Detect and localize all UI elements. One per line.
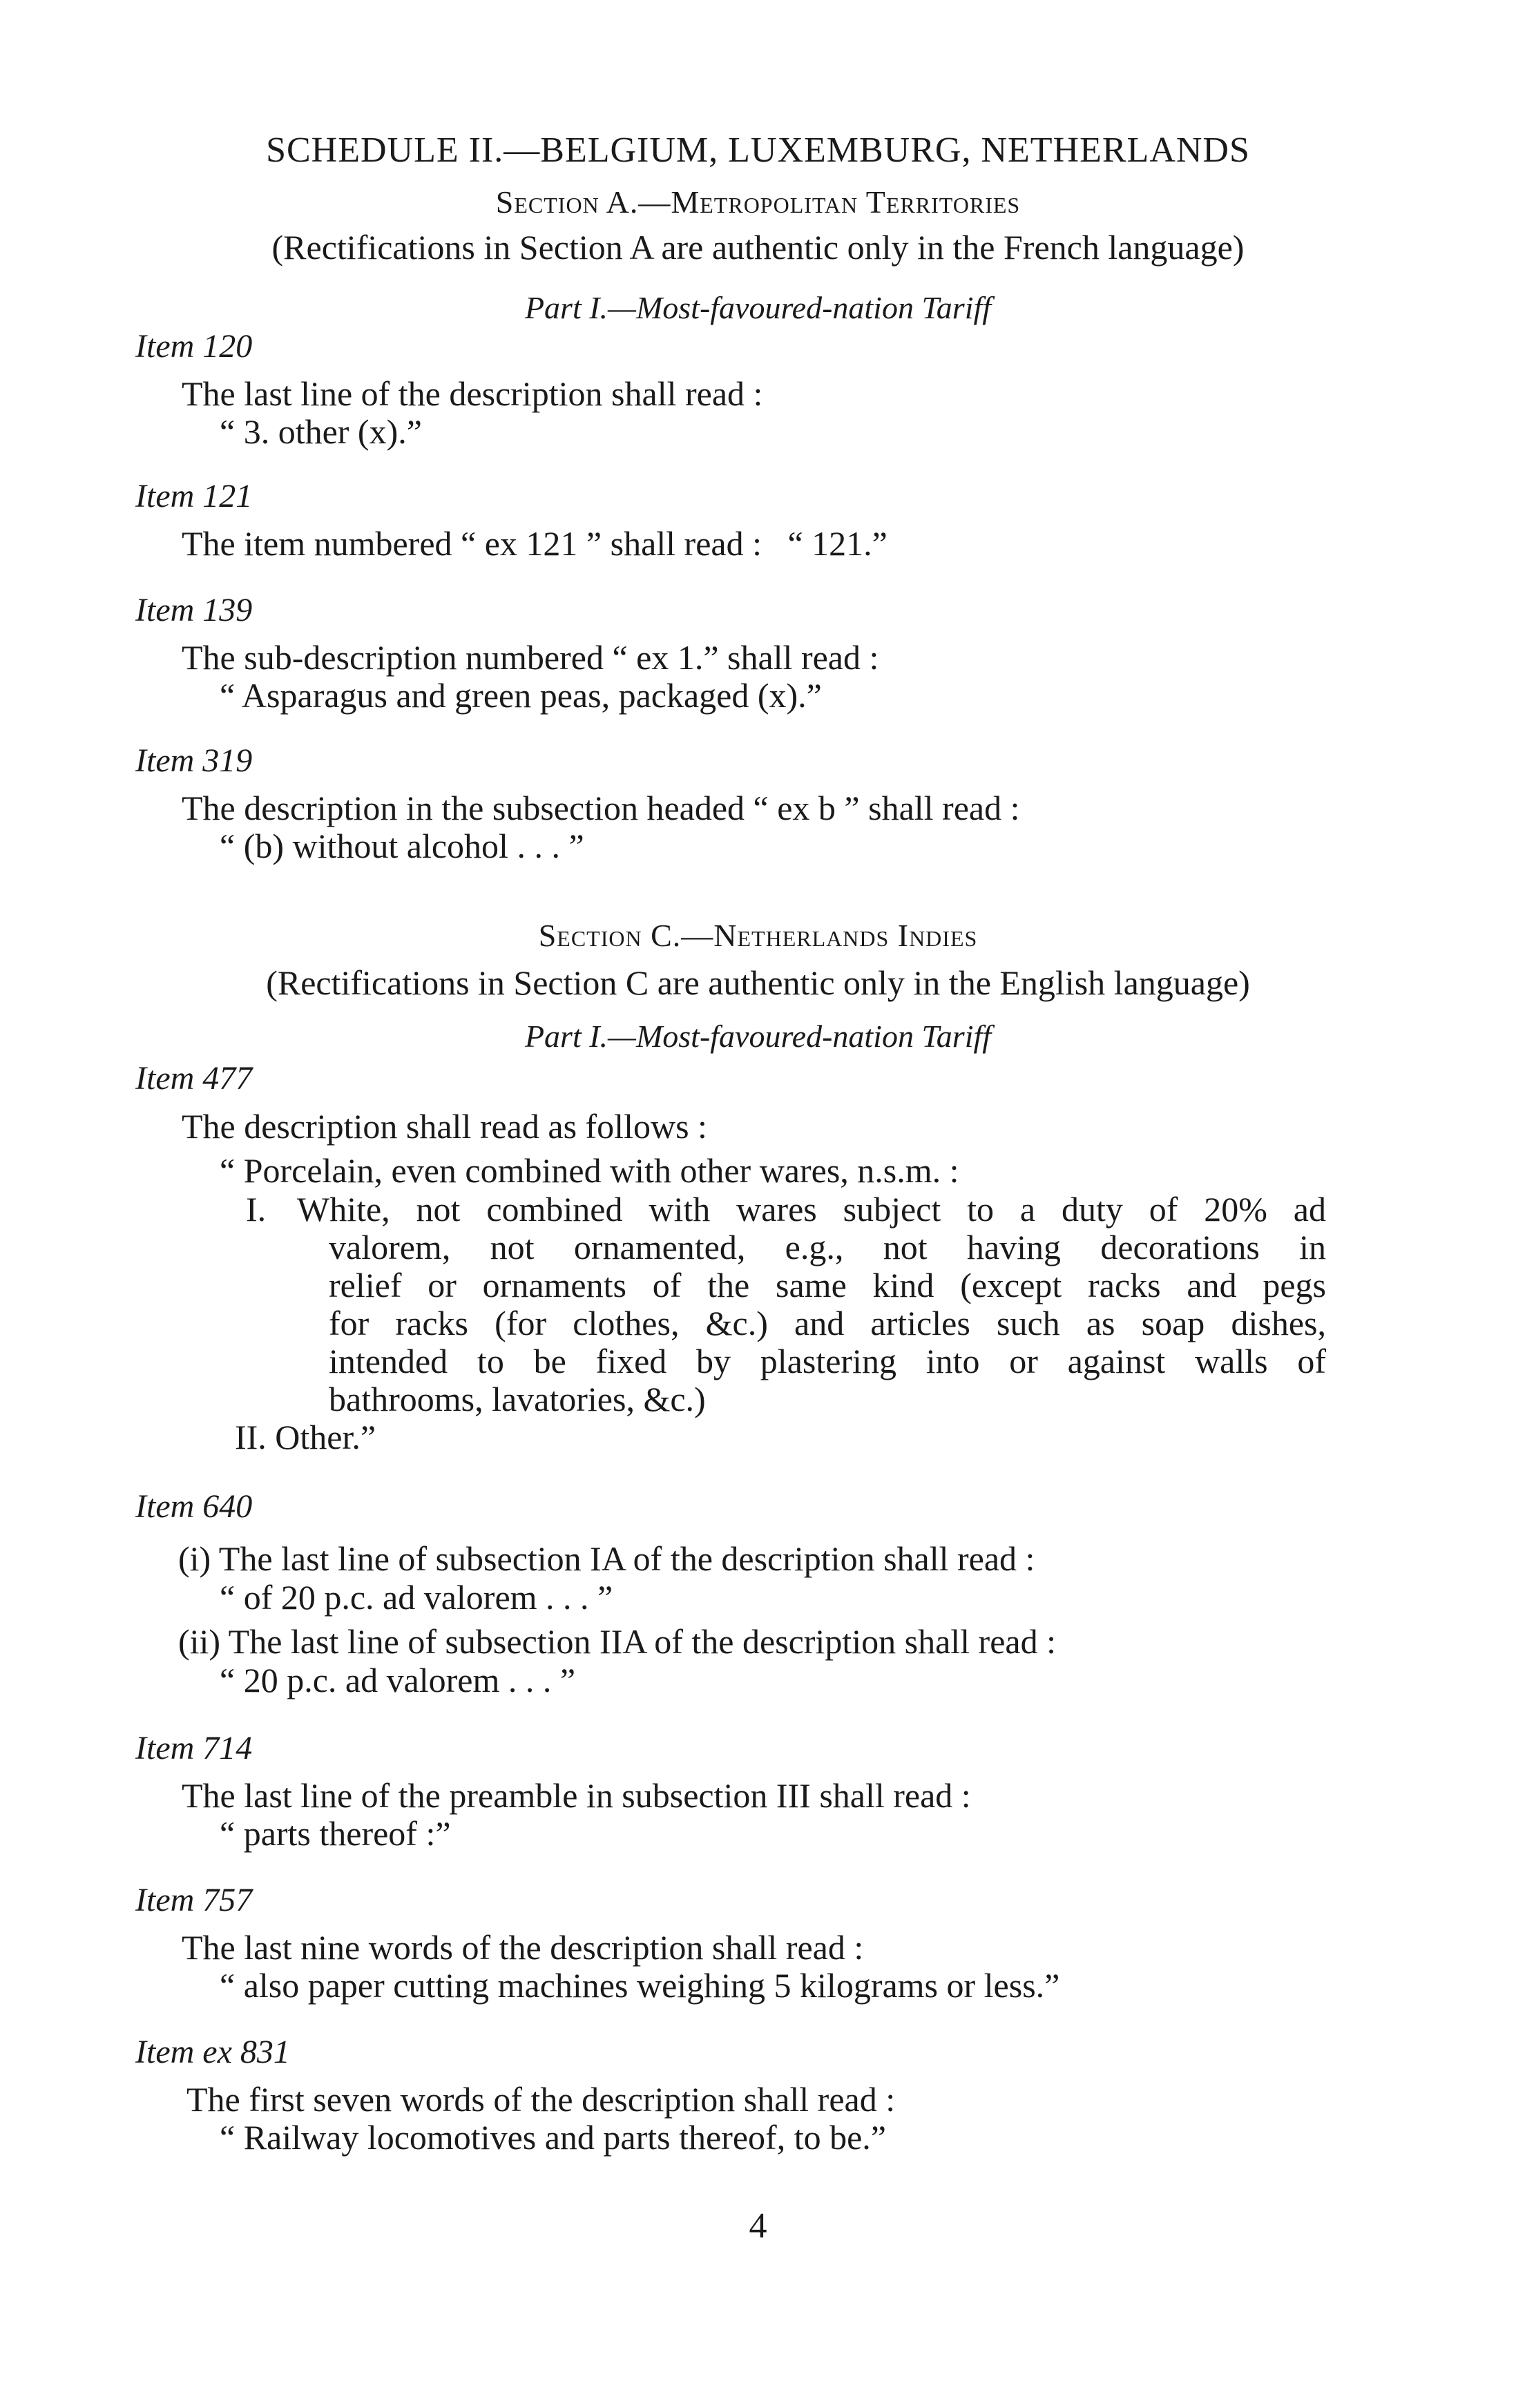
page-number: 4 bbox=[749, 2206, 767, 2246]
section-a-part-heading: Part I.—Most-favoured-nation Tariff bbox=[524, 290, 992, 325]
item-label: Item 757 bbox=[135, 1882, 253, 1918]
subitem-text-line: relief or ornaments of the same kind (except racks and pegs bbox=[329, 1266, 1326, 1304]
item-label: Item 714 bbox=[135, 1730, 253, 1766]
subitem-text-line: valorem, not ornamented, e.g., not having decorations in bbox=[329, 1228, 1326, 1266]
item-text: The last line of the description shall read : bbox=[182, 374, 763, 413]
item-text: The last nine words of the description shall read : bbox=[182, 1928, 864, 1967]
subitem-text-line: intended to be fixed by plastering into or against walls of bbox=[329, 1342, 1326, 1380]
item-text: (ii) The last line of subsection IIA of the description shall read : bbox=[178, 1622, 1056, 1661]
item-quote: “ parts thereof :” bbox=[220, 1814, 451, 1853]
item-label: Item 121 bbox=[135, 478, 253, 514]
item-label: Item ex 831 bbox=[135, 2034, 290, 2070]
item-label: Item 319 bbox=[135, 742, 253, 779]
section-a-heading: Section A.—Metropolitan Territories bbox=[495, 184, 1021, 220]
item-text: The description in the subsection headed “ ex b ” shall read : bbox=[182, 789, 1020, 827]
item-label: Item 640 bbox=[135, 1488, 253, 1525]
item-text: (i) The last line of subsection IA of the description shall read : bbox=[178, 1539, 1035, 1578]
item-quote: “ also paper cutting machines weighing 5 kilograms or less.” bbox=[220, 1966, 1060, 2005]
item-quote: “ Asparagus and green peas, packaged (x).” bbox=[220, 676, 822, 715]
item-text: The last line of the preamble in subsection III shall read : bbox=[182, 1776, 971, 1815]
item-label: Item 477 bbox=[135, 1060, 253, 1097]
item-text: The item numbered “ ex 121 ” shall read : “ 121.” bbox=[182, 524, 887, 563]
item-quote: “ 3. other (x).” bbox=[220, 412, 422, 451]
item-label: Item 139 bbox=[135, 592, 253, 628]
item-quote: “ Railway locomotives and parts thereof, to be.” bbox=[220, 2118, 886, 2157]
item-text: The first seven words of the description shall read : bbox=[186, 2080, 896, 2119]
section-c-part-heading: Part I.—Most-favoured-nation Tariff bbox=[524, 1019, 992, 1054]
item-quote: “ 20 p.c. ad valorem . . . ” bbox=[220, 1661, 576, 1699]
item-quote: “ Porcelain, even combined with other wares, n.s.m. : bbox=[220, 1151, 959, 1190]
subitem-text-line: for racks (for clothes, &c.) and articles such as soap dishes, bbox=[329, 1304, 1326, 1342]
section-a-note: (Rectifications in Section A are authentic only in the French language) bbox=[271, 228, 1245, 267]
subitem-number: I. bbox=[246, 1190, 267, 1229]
subitem-text-line: White, not combined with wares subject to a duty of 20% ad bbox=[297, 1190, 1326, 1229]
item-text: The description shall read as follows : bbox=[182, 1107, 707, 1146]
schedule-title: SCHEDULE II.—BELGIUM, LUXEMBURG, NETHERLANDS bbox=[266, 131, 1250, 170]
item-quote: “ (b) without alcohol . . . ” bbox=[220, 827, 584, 865]
section-c-note: (Rectifications in Section C are authentic only in the English language) bbox=[266, 963, 1250, 1002]
item-quote: “ of 20 p.c. ad valorem . . . ” bbox=[220, 1578, 613, 1617]
item-label: Item 120 bbox=[135, 328, 253, 365]
subitem-text: II. Other.” bbox=[235, 1418, 376, 1456]
section-c-heading: Section C.—Netherlands Indies bbox=[538, 918, 978, 953]
subitem-text-line: bathrooms, lavatories, &c.) bbox=[329, 1380, 706, 1418]
item-text: The sub-description numbered “ ex 1.” shall read : bbox=[182, 638, 879, 677]
